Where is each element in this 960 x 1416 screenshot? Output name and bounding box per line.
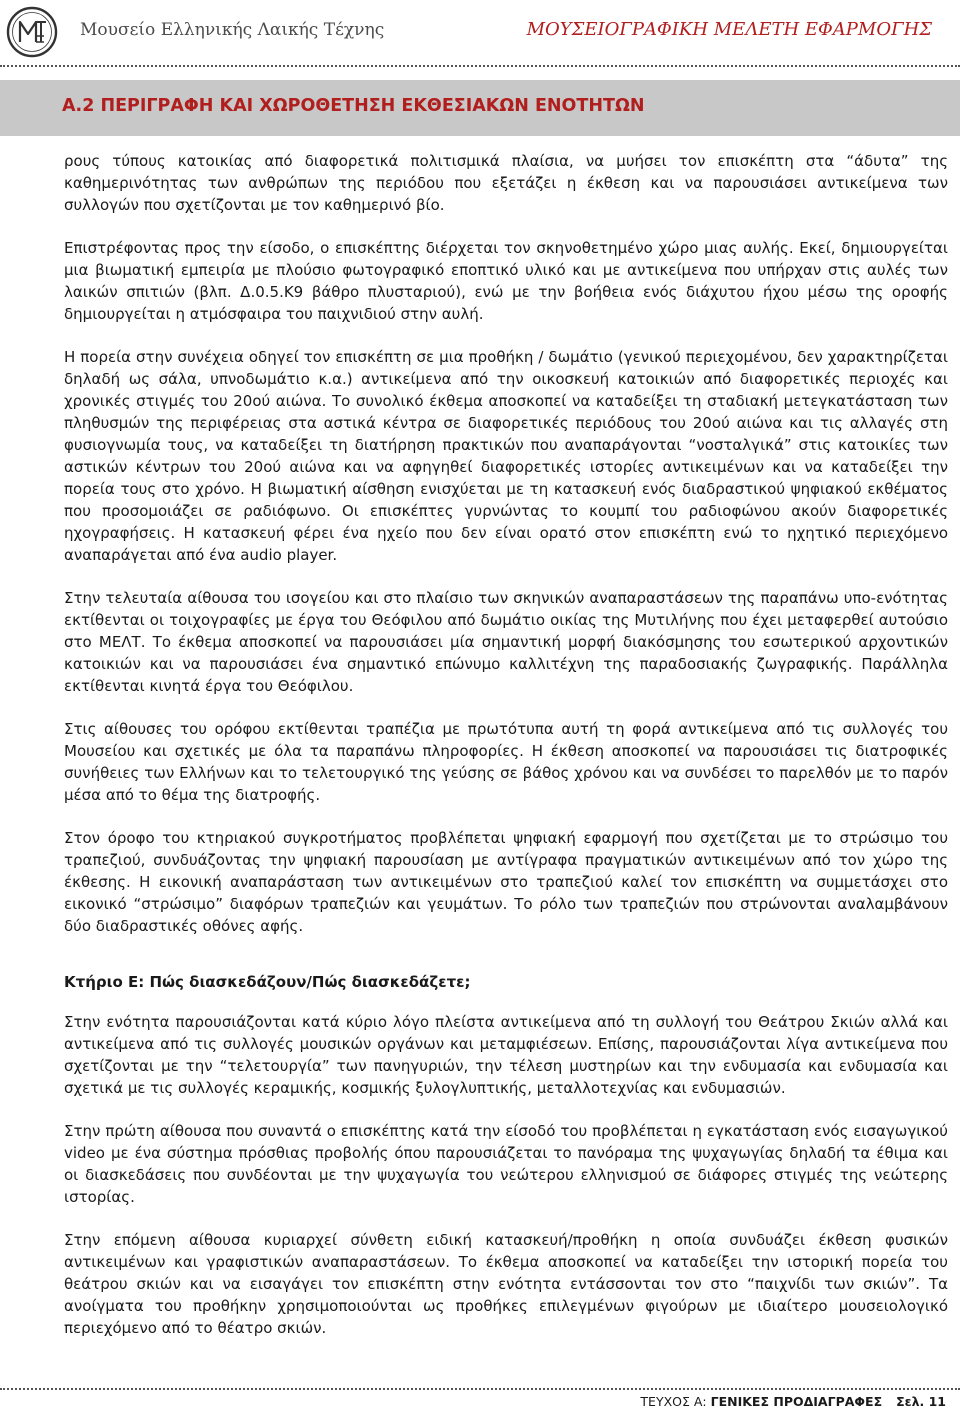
organization-name: Μουσείο Ελληνικής Λαικής Τέχνης bbox=[80, 20, 385, 40]
paragraph: Στην πρώτη αίθουσα που συναντά ο επισκέπτης κατά την είσοδό του προβλέπεται η εγκατάσταση ενός εισαγωγικού video με ένα σύστημα πρόσθιας προβολής όπου παρουσιάζεται το πανόραμα της ψυχαγωγίας δηλαδή τα έθιμα και οι διασκεδάσεις που συνδέονται με την ψυχαγωγία του νεώτερου ελληνισμού σε διάφορες στιγμές της νεώτερης ιστορίας. bbox=[64, 1122, 948, 1206]
document-body bbox=[64, 150, 948, 1360]
header-divider bbox=[0, 65, 960, 67]
paragraph: Επιστρέφοντας προς την είσοδο, ο επισκέπτης διέρχεται τον σκηνοθετημένο χώρο μιας αυλής. Εκεί, δημιουργείται μια βιωματική εμπειρία με πλούσιο φωτογραφικό εποπτικό υλικό και με αντικείμενα που υπήρχαν στις αυλές των λαικών σπιτιών (βλπ. Δ.0.5.Κ9 βάθρο πλυσταριού), ενώ με την βοήθεια ενός διάχυτου ήχου μέσω της οροφής δημιουργείται η ατμόσφαιρα του παιχνιδιού στην αυλή. bbox=[64, 239, 948, 323]
page-footer bbox=[640, 1394, 946, 1409]
building-heading: Κτήριο Ε: Πώς διασκεδάζουν/Πώς διασκεδάζετε; bbox=[64, 973, 471, 991]
paragraph: ρους τύπους κατοικίας από διαφορετικά πολιτισμικά πλαίσια, να μυήσει τον επισκέπτη στα “άδυτα” της καθημερινότητας των ανθρώπων της περιόδου που εξετάζει η έκθεση και να παρουσιάσει αντικείμενα των συλλογών που σχετίζονται με τον καθημερινό βίο. bbox=[64, 152, 948, 214]
paragraph: Η πορεία στην συνέχεια οδηγεί τον επισκέπτη σε μια προθήκη / δωμάτιο (γενικού περιεχομένου, δεν χαρακτηρίζεται δηλαδή ως σάλα, υπνοδωμάτιο κ.α.) αντικείμενα από την οικοσκευή κατοικιών από διαφορετικές περιοχές και χρονικές στιγμές του 20ού αιώνα. Το συνολικό έκθεμα αποσκοπεί να καταδείξει τη σταδιακή μετεγκατάσταση των πληθυσμών της περιφέρειας στα αστικά κέντρα σε διαφορετικές περιόδους του 20ού αιώνα και τις αλλαγές στη φυσιογνωμία τους, να καταδείξει τη διατήρηση πρακτικών που αναπαράγονται “νοσταλγικά” στις κατοικίες των αστικών κέντρων του 20ού αιώνα και να αφηγηθεί διαφορετικές ιστορίες αντικειμένων και να καταδείξει την πορεία τους στο χρόνο. Η βιωματική αίσθηση ενισχύεται με τη κατασκευή ενός διαδραστικού ψηφιακού εκθέματος που προσομοιάζει σε ραδιόφωνο. Οι επισκέπτες γυρνώντας το κουμπί του ραδιοφώνου ακούν διαφορετικές ηχογραφήσεις. Η κατασκευή φέρει ένα ηχείο που δεν είναι ορατό στον επισκέπτη ενώ το ηχητικό περιεχόμενο αναπαράγεται από ένα audio player. bbox=[64, 348, 948, 564]
museum-logo-icon bbox=[6, 6, 58, 58]
paragraph: Στον όροφο του κτηριακού συγκροτήματος προβλέπεται ψηφιακή εφαρμογή που σχετίζεται με το στρώσιμο του τραπεζιού, συνδυάζοντας την ψηφιακή παρουσίαση με αντίγραφα πραγματικών αντικειμένων από τον χώρο της έκθεσης. Η εικονική αναπαράσταση των αντικειμένων στο τραπεζιού καλεί τον επισκέπτη να συμμετάσχει στο εικονικό “στρώσιμο” διαφόρων τραπεζιών και γευμάτων. Το ρόλο των τραπεζιών που στρώνονται αναλαμβάνουν δύο διαδραστικές οθόνες αφής. bbox=[64, 829, 948, 935]
document-title: ΜΟΥΣΕΙΟΓΡΑΦΙΚΗ ΜΕΛΕΤΗ ΕΦΑΡΜΟΓΗΣ bbox=[526, 19, 932, 40]
paragraph: Στην ενότητα παρουσιάζονται κατά κύριο λόγο πλείστα αντικείμενα από τη συλλογή του Θεάτρου Σκιών αλλά και αντικείμενα από τις συλλογές μουσικών οργάνων και μεταμφιέσεων. Επίσης, παρουσιάζονται λίγα αντικείμενα που σχετίζονται με την “τελετουργία” των πανηγυριών, την τέλεση μυστηρίων και την ενδυμασία και ενδυμασία και σχετικά με τις συλλογές κεραμικής, κοσμικής ξυλογλυπτικής, μεταλλοτεχνίας και ενδυμασιών. bbox=[64, 1013, 948, 1097]
page-header bbox=[0, 0, 960, 64]
footer-divider bbox=[0, 1388, 960, 1390]
paragraph: Στις αίθουσες του ορόφου εκτίθενται τραπέζια με πρωτότυπα αυτή τη φορά αντικείμενα από τις συλλογές του Μουσείου και σχετικές με όλα τα παραπάνω πληροφορίες. Η έκθεση αποσκοπεί να παρουσιάσει τις διατροφικές συνήθειες των Ελλήνων και το τελετουργικό της γεύσης σε βάθος χρόνου και να συνδέσει το παρελθόν με το παρόν μέσα από το θέμα της διατροφής. bbox=[64, 720, 948, 804]
footer-volume-title: ΓΕΝΙΚΕΣ ΠΡΟΔΙΑΓΡΑΦΕΣ bbox=[710, 1394, 883, 1409]
section-title: Α.2 ΠΕΡΙΓΡΑΦΗ ΚΑΙ ΧΩΡΟΘΕΤΗΣΗ ΕΚΘΕΣΙΑΚΩΝ ΕΝΟΤΗΤΩΝ bbox=[62, 96, 645, 116]
page-number: Σελ. 11 bbox=[896, 1394, 946, 1409]
paragraph: Στην επόμενη αίθουσα κυριαρχεί σύνθετη ειδική κατασκευή/προθήκη η οποία συνδυάζει έκθεση φυσικών αντικειμένων και γραφιστικών αναπαραστάσεων. Το έκθεμα αποσκοπεί να καταδείξει την ιστορική πορεία του θεάτρου σκιών και να εισαγάγει τον επισκέπτη στην ενότητα εντάσσονται τον στο “παιχνίδι των σκιών”. Τα ανοίγματα του προθήκην χρησιμοποιούνται ως προθήκες επιλεγμένων φιγούρων με ιδιαίτερο μουσειολογικό περιεχόμενο από το θέατρο σκιών. bbox=[64, 1231, 948, 1337]
footer-volume: ΤΕΥΧΟΣ Α: bbox=[640, 1394, 707, 1409]
paragraph: Στην τελευταία αίθουσα του ισογείου και στο πλαίσιο των σκηνικών αναπαραστάσεων της παραπάνω υπο-ενότητας εκτίθενται οι τοιχογραφίες με έργα του Θεόφιλου από δωμάτιο οικίας της Μυτιλήνης που έχει μεταφερθεί αυτούσιο στο ΜΕΛΤ. Το έκθεμα αποσκοπεί να παρουσιάσει μία σημαντική μορφή διακόσμησης του εσωτερικού αρχοντικών κατοικιών και να παρουσιάσει ένα σημαντικό επώνυμο καλλιτέχνη της παραδοσιακής ζωγραφικής. Παράλληλα εκτίθενται κινητά έργα του Θεόφιλου. bbox=[64, 589, 948, 695]
